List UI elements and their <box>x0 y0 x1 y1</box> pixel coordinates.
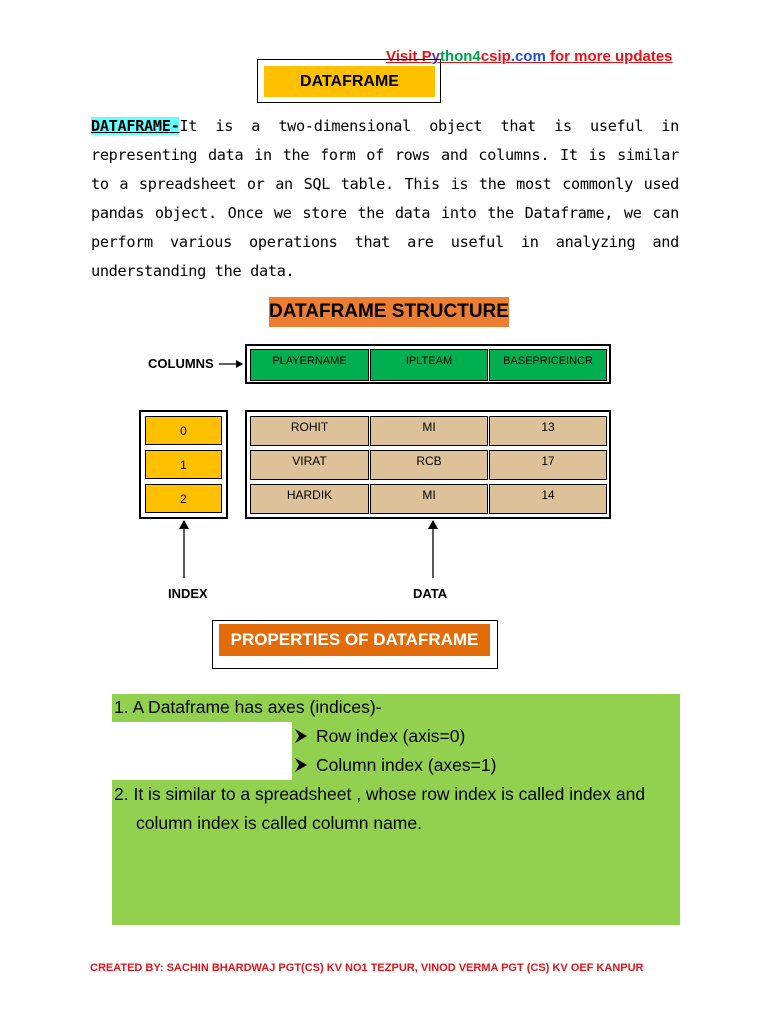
property-subitem: Row index (axis=0) <box>316 726 466 746</box>
link-part: y <box>431 48 440 65</box>
property-item: 2. It is similar to a spreadsheet , whose row index is called index and <box>114 784 646 804</box>
column-header: BASEPRICEINCR <box>489 349 607 381</box>
index-column <box>139 410 228 519</box>
property-subitem: Column index (axes=1) <box>316 755 497 775</box>
up-arrow-icon <box>426 520 440 580</box>
link-part: csip <box>480 48 511 65</box>
background-gap <box>112 722 292 751</box>
link-part: hon4 <box>444 48 481 65</box>
data-cell: 17 <box>489 450 607 480</box>
data-grid <box>245 410 611 519</box>
credits-footer: CREATED BY: SACHIN BHARDWAJ PGT(CS) KV NO1 TEZPUR, VINOD VERMA PGT (CS) KV OEF KANPUR <box>90 962 644 974</box>
column-header: PLAYERNAME <box>250 349 369 381</box>
index-cell: 0 <box>145 416 222 445</box>
data-cell: 13 <box>489 416 607 446</box>
right-arrow-icon <box>218 358 244 370</box>
link-part: Visit P <box>386 48 432 65</box>
column-header: IPLTEAM <box>370 349 488 381</box>
data-cell: RCB <box>370 450 488 480</box>
data-cell: MI <box>370 416 488 446</box>
data-cell: 14 <box>489 484 607 514</box>
definition-paragraph <box>91 112 679 286</box>
definition-text: It is a two-dimensional object that is useful in representing data in the form of rows and columns. It is similar to a spreadsheet or an SQL table. This is the most commonly used pandas object. Once we store the data into the Dataframe, we can perform various operations that are useful in analyzing and understanding the data. <box>91 117 679 280</box>
property-item: 1. A Dataframe has axes (indices)- <box>114 697 382 717</box>
link-part: .com <box>510 48 546 65</box>
index-cell: 2 <box>145 484 222 513</box>
data-cell: HARDIK <box>250 484 369 514</box>
up-arrow-icon <box>177 520 191 580</box>
property-item-continued: column index is called column name. <box>136 813 422 833</box>
page-title: DATAFRAME <box>264 66 435 97</box>
definition-term: DATAFRAME- <box>91 117 180 135</box>
structure-heading: DATAFRAME STRUCTURE <box>269 297 509 327</box>
properties-heading: PROPERTIES OF DATAFRAME <box>219 624 490 656</box>
link-part: for more updates <box>545 48 673 65</box>
arrow-bullet-icon <box>295 729 308 743</box>
arrow-bullet-icon <box>295 758 308 772</box>
index-cell: 1 <box>145 450 222 479</box>
link-part: t <box>439 48 445 65</box>
column-header-row <box>245 344 611 384</box>
data-cell: ROHIT <box>250 416 369 446</box>
data-label: DATA <box>413 586 448 601</box>
data-cell: MI <box>370 484 488 514</box>
columns-label: COLUMNS <box>148 356 214 371</box>
background-gap <box>112 751 292 780</box>
data-cell: VIRAT <box>250 450 369 480</box>
index-label: INDEX <box>168 586 208 601</box>
